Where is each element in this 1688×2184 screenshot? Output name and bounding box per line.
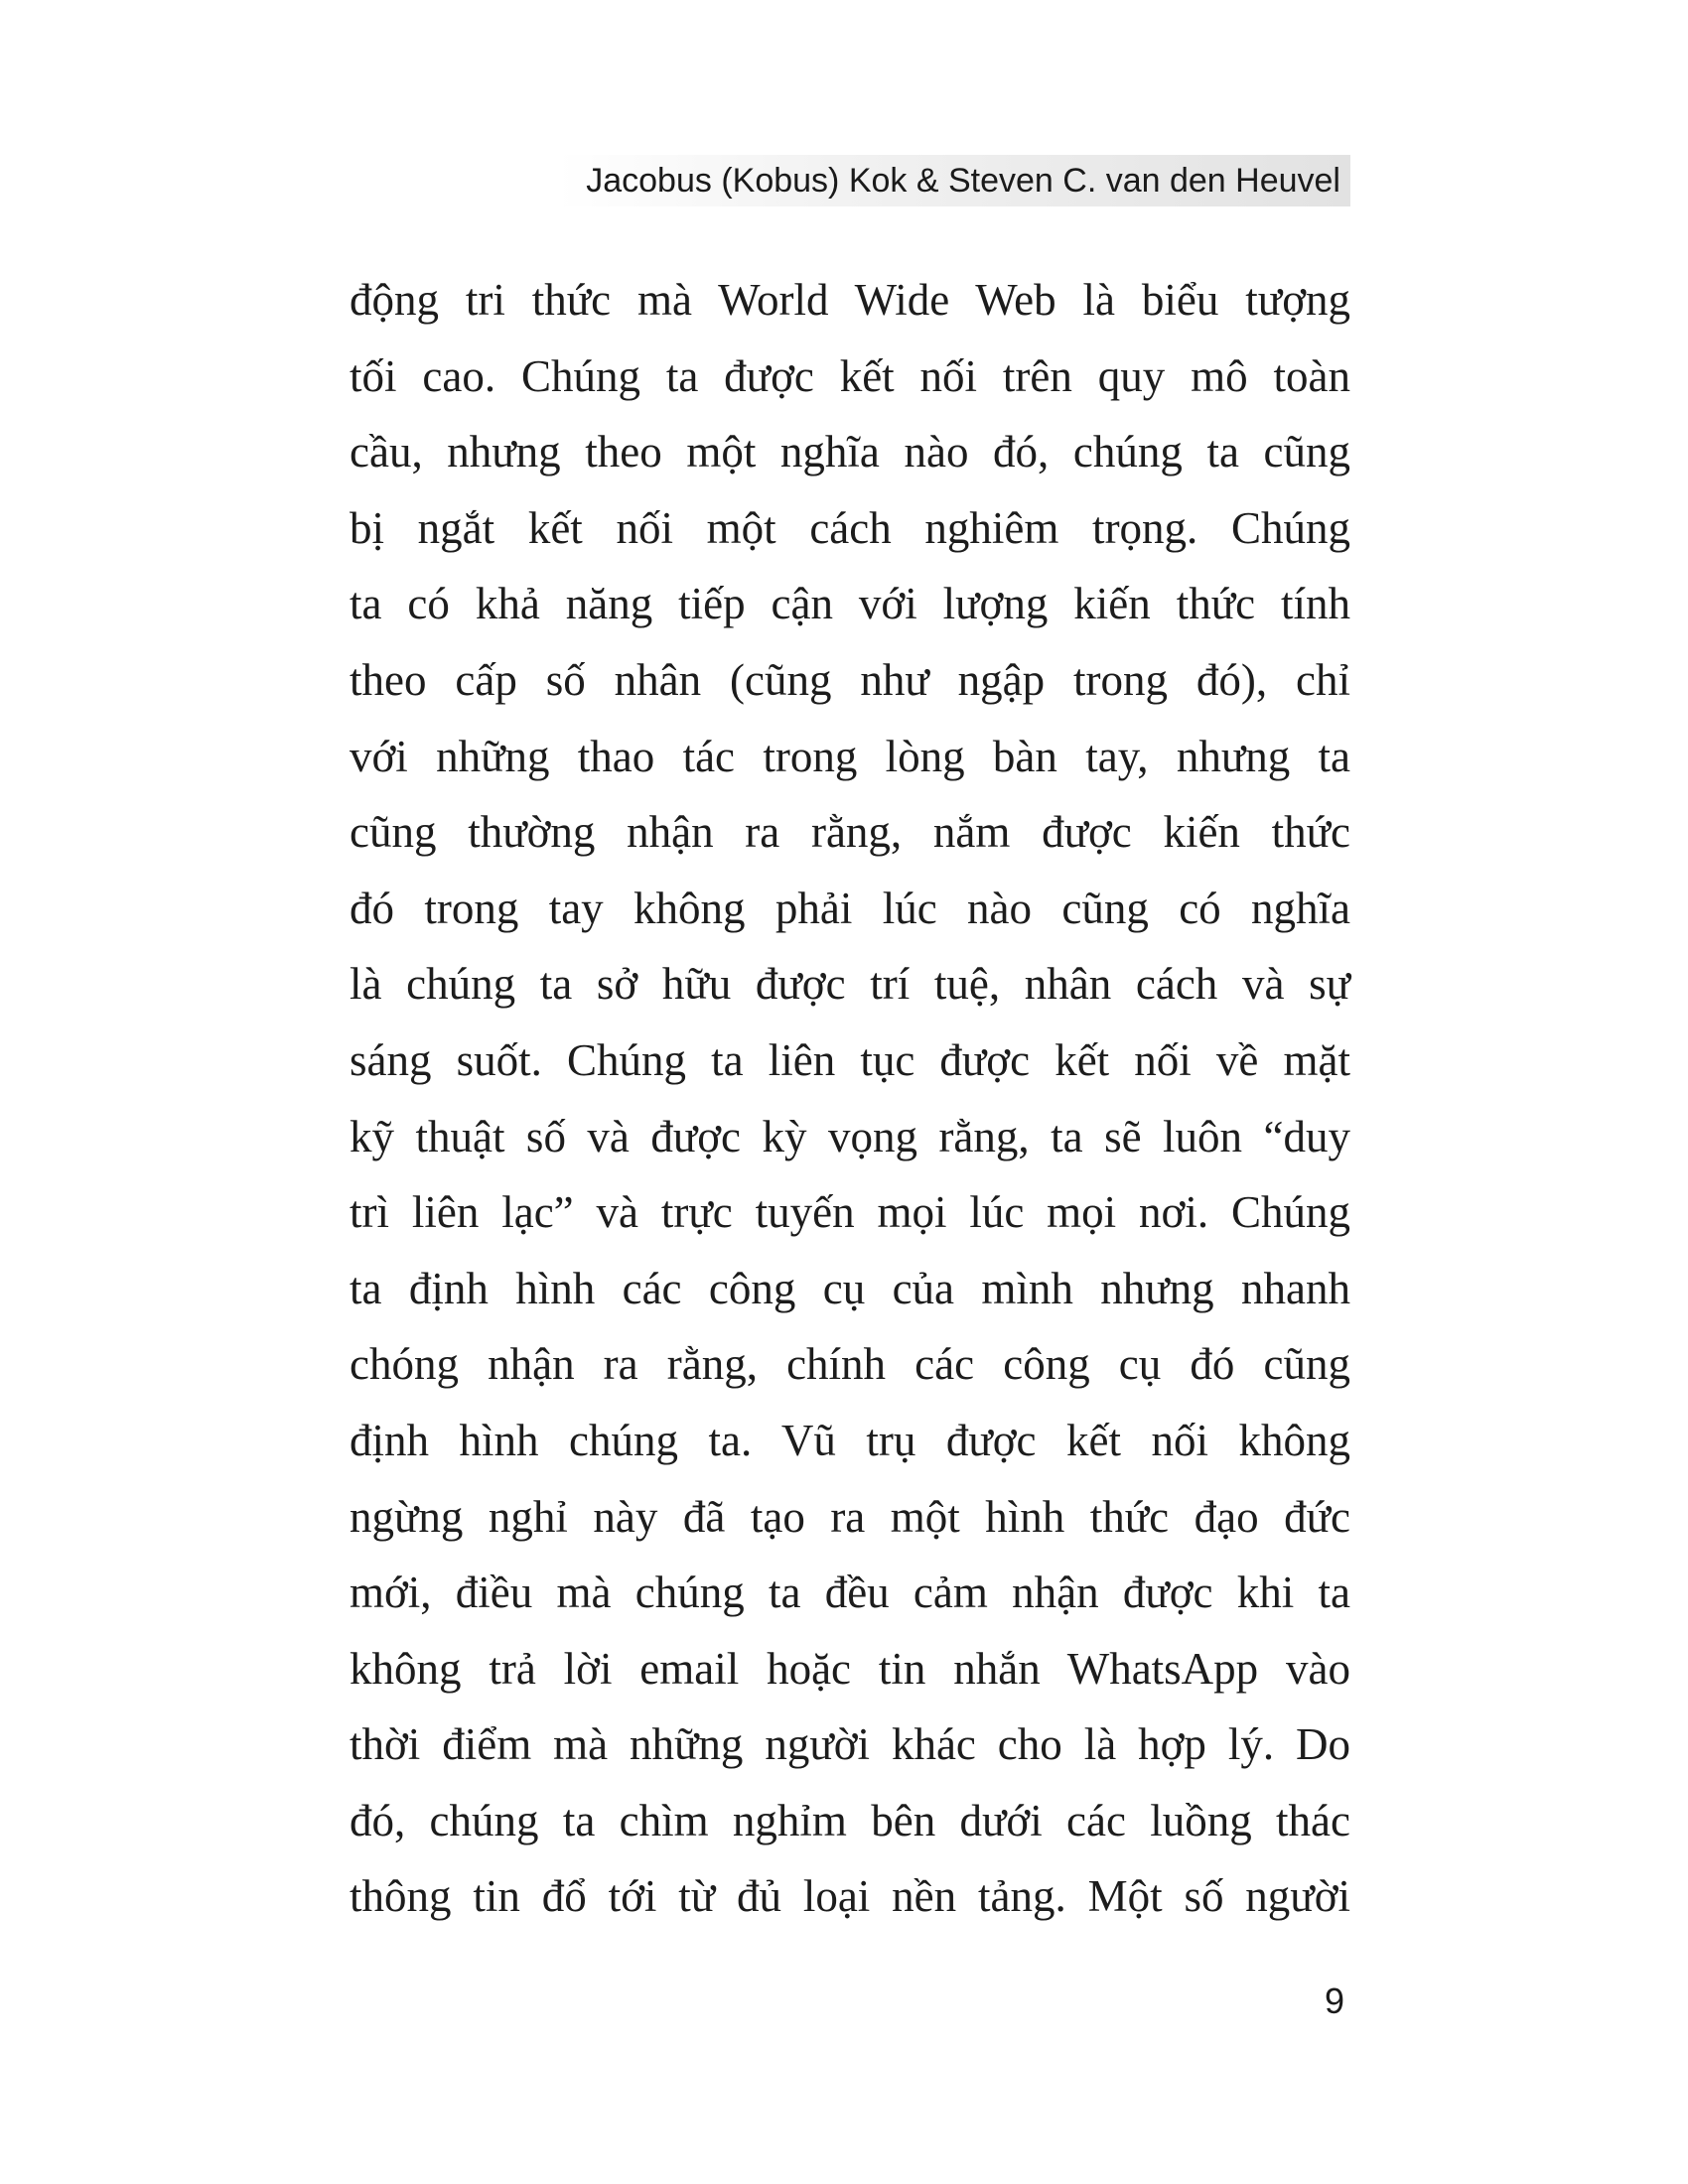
text-line: động tri thức mà World Wide Web là biểu tượng	[350, 275, 1350, 325]
text-line: đó trong tay không phải lúc nào cũng có nghĩa	[350, 883, 1350, 933]
text-line: chóng nhận ra rằng, chính các công cụ đó cũng	[350, 1339, 1350, 1390]
text-line: không trả lời email hoặc tin nhắn WhatsApp vào	[350, 1643, 1350, 1694]
text-line: ta định hình các công cụ của mình nhưng nhanh	[350, 1263, 1350, 1313]
text-line: sáng suốt. Chúng ta liên tục được kết nối về mặt	[350, 1034, 1350, 1085]
text-line: kỹ thuật số và được kỳ vọng rằng, ta sẽ luôn “duy	[350, 1111, 1350, 1161]
text-line: cầu, nhưng theo một nghĩa nào đó, chúng ta cũng	[350, 427, 1350, 478]
text-line: với những thao tác trong lòng bàn tay, nhưng ta	[350, 731, 1350, 781]
body-paragraph	[350, 262, 1350, 1935]
text-line: bị ngắt kết nối một cách nghiêm trọng. Chúng	[350, 502, 1350, 553]
text-line: thời điểm mà những người khác cho là hợp lý. Do	[350, 1719, 1350, 1770]
running-header	[558, 155, 1350, 206]
text-line: ngừng nghỉ này đã tạo ra một hình thức đạo đức	[350, 1491, 1350, 1542]
text-line: đó, chúng ta chìm nghỉm bên dưới các luồng thác	[350, 1795, 1350, 1845]
page-number: 9	[1324, 1980, 1344, 2021]
text-line: trì liên lạc” và trực tuyến mọi lúc mọi nơi. Chúng	[350, 1187, 1350, 1238]
text-line: mới, điều mà chúng ta đều cảm nhận được khi ta	[350, 1568, 1350, 1618]
text-line: cũng thường nhận ra rằng, nắm được kiến thức	[350, 807, 1350, 858]
text-line: thông tin đổ tới từ đủ loại nền tảng. Một số người	[350, 1871, 1350, 1922]
text-line: tối cao. Chúng ta được kết nối trên quy mô toàn	[350, 350, 1350, 401]
text-line: ta có khả năng tiếp cận với lượng kiến thức tính	[350, 579, 1350, 629]
running-header-authors: Jacobus (Kobus) Kok & Steven C. van den Heuvel	[586, 162, 1340, 200]
text-line: định hình chúng ta. Vũ trụ được kết nối không	[350, 1415, 1350, 1465]
text-line: theo cấp số nhân (cũng như ngập trong đó), chỉ	[350, 654, 1350, 705]
text-line: là chúng ta sở hữu được trí tuệ, nhân cách và sự	[350, 959, 1350, 1010]
